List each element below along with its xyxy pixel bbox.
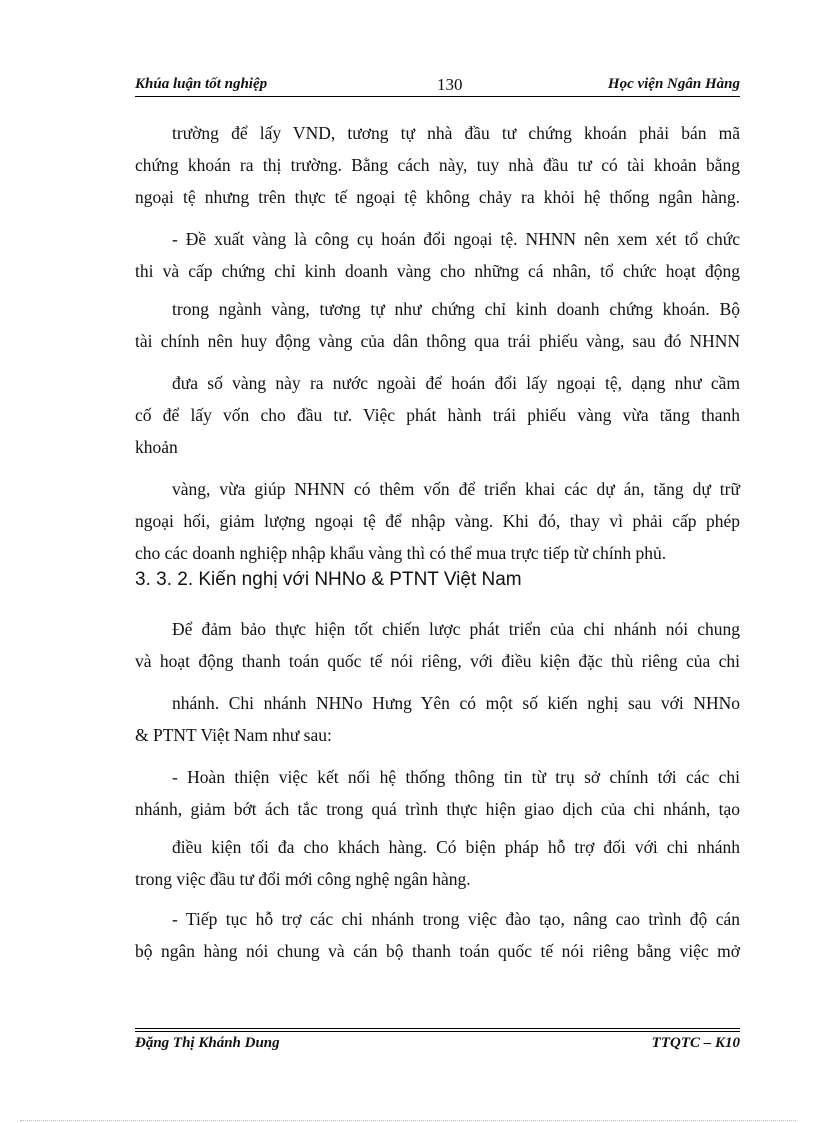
text-line: điều kiện tối đa cho khách hàng. Có biện pháp hỗ trợ đối với chi nhánh [172,837,740,857]
text-line: trong việc đầu tư đổi mới công nghệ ngân hàng. [135,869,471,889]
footer-author: Đặng Thị Khánh Dung [135,1035,280,1051]
page-edge-dots [20,1120,796,1121]
footer-rule-bottom [135,1031,740,1032]
text-line: khoản [135,437,178,457]
text-line: ngoại tệ nhưng trên thực tế ngoại tệ không chảy ra khỏi hệ thống ngân hàng. [135,187,740,207]
page-number: 130 [437,75,463,94]
text-line: trong ngành vàng, tương tự như chứng chỉ kinh doanh chứng khoán. Bộ [172,299,740,319]
text-line: thi và cấp chứng chỉ kinh doanh vàng cho những cá nhân, tổ chức hoạt động [135,261,740,281]
text-line: trường để lấy VND, tương tự nhà đầu tư chứng khoán phải bán mã [172,123,740,143]
text-line: bộ ngân hàng nói chung và cán bộ thanh toán quốc tế nói riêng bằng việc mở [135,941,740,961]
text-line: - Đề xuất vàng là công cụ hoán đổi ngoại tệ. NHNN nên xem xét tổ chức [172,229,740,249]
text-line: tài chính nên huy động vàng của dân thông qua trái phiếu vàng, sau đó NHNN [135,331,740,351]
header-thesis-label: Khúa luận tốt nghiệp [135,76,268,92]
text-line: nhánh. Chi nhánh NHNo Hưng Yên có một số kiến nghị sau với NHNo [172,693,740,713]
text-line: - Hoàn thiện việc kết nối hệ thống thông tin từ trụ sở chính tới các chi [172,767,740,787]
text-line: đưa số vàng này ra nước ngoài để hoán đổi lấy ngoại tệ, dạng như cầm [172,373,740,393]
text-line: vàng, vừa giúp NHNN có thêm vốn để triển khai các dự án, tăng dự trữ [172,479,740,499]
footer-class: TTQTC – K10 [651,1035,740,1051]
section-heading: 3. 3. 2. Kiến nghị với NHNo & PTNT Việt Nam [135,569,522,590]
header-institution: Học viện Ngân Hàng [607,76,740,92]
footer-rule-top [135,1028,740,1029]
page-header [135,72,740,98]
text-line: nhánh, giảm bớt ách tắc trong quá trình thực hiện giao dịch của chi nhánh, tạo [135,799,740,819]
text-line: cố để lấy vốn cho đầu tư. Việc phát hành trái phiếu vàng vừa tăng thanh [135,405,740,425]
text-line: - Tiếp tục hỗ trợ các chi nhánh trong việc đào tạo, nâng cao trình độ cán [172,909,740,929]
page-footer [135,1035,740,1057]
text-line: & PTNT Việt Nam như sau: [135,725,332,745]
text-line: chứng khoán ra thị trường. Bằng cách này, tuy nhà đầu tư có tài khoản bằng [135,155,740,175]
text-line: và hoạt động thanh toán quốc tế nói riêng, với điều kiện đặc thù riêng của chi [135,651,740,671]
text-line: cho các doanh nghiệp nhập khẩu vàng thì có thể mua trực tiếp từ chính phủ. [135,543,667,563]
text-line: Để đảm bảo thực hiện tốt chiến lược phát triển của chi nhánh nói chung [172,619,740,639]
header-rule [135,96,740,97]
text-line: ngoại hối, giảm lượng ngoại tệ để nhập vàng. Khi đó, thay vì phải cấp phép [135,511,740,531]
